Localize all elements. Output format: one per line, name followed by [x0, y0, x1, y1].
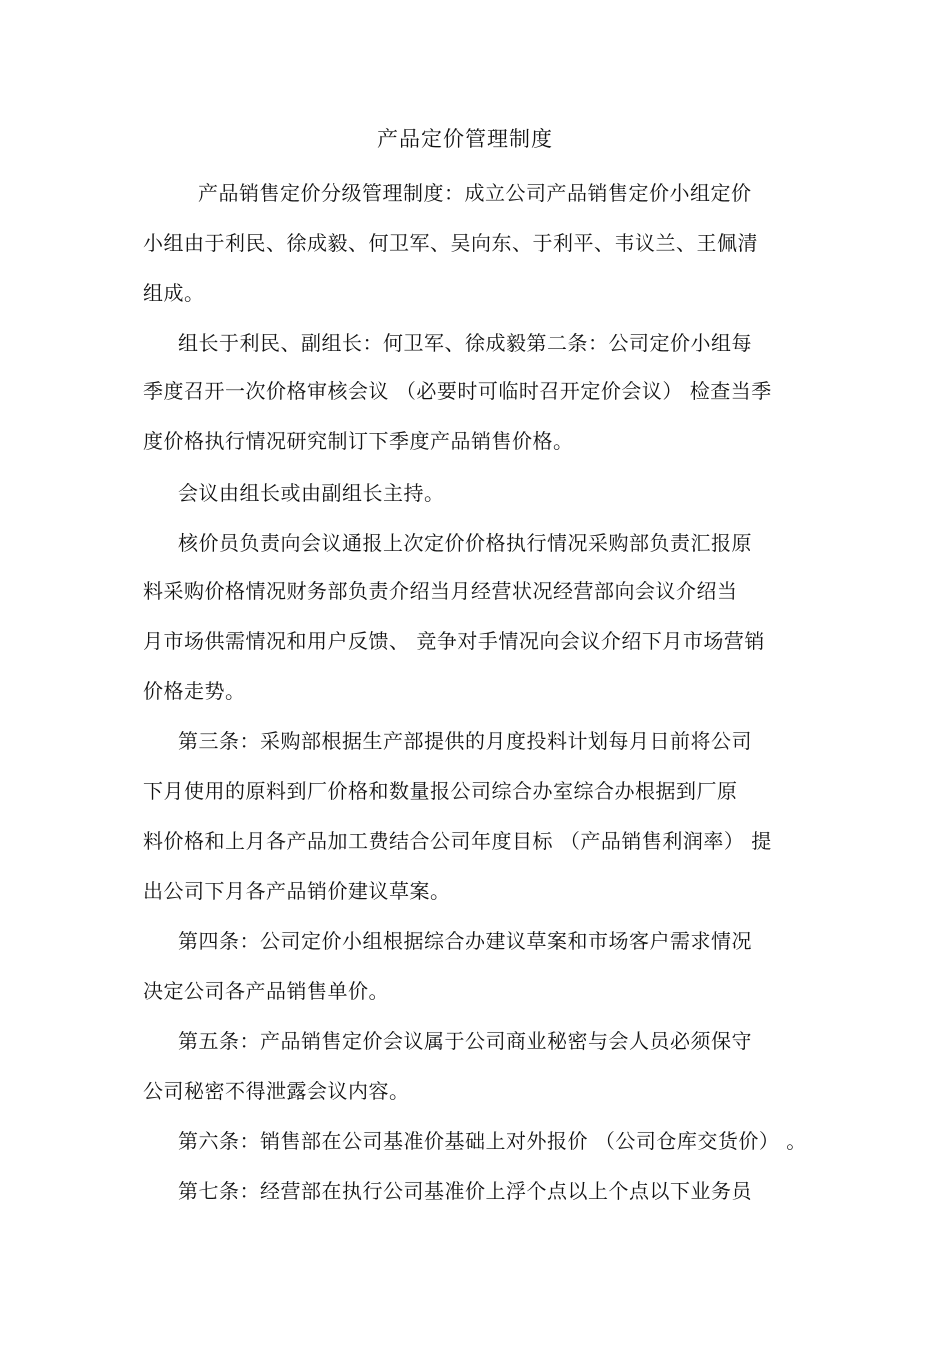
text-line: 第四条：公司定价小组根据综合办建议草案和市场客户需求情况 [178, 929, 752, 953]
text-line: 组长于利民、副组长：何卫军、徐成毅第二条：公司定价小组每 [178, 331, 752, 355]
text-line: 月市场供需情况和用户反馈、 竞争对手情况向会议介绍下月市场营销 [143, 629, 765, 653]
text-line: 料价格和上月各产品加工费结合公司年度目标 （产品销售利润率） 提 [143, 829, 772, 853]
text-line: 小组由于利民、徐成毅、何卫军、吴向东、于利平、韦议兰、王佩清 [143, 231, 758, 255]
text-line: 料采购价格情况财务部负责介绍当月经营状况经营部向会议介绍当 [143, 579, 738, 603]
text-line: 第三条：采购部根据生产部提供的月度投料计划每月日前将公司 [178, 729, 752, 753]
text-line: 下月使用的原料到厂价格和数量报公司综合办室综合办根据到厂原 [143, 779, 738, 803]
text-line: 价格走势。 [143, 679, 246, 703]
text-line: 会议由组长或由副组长主持。 [178, 481, 445, 505]
text-line: 季度召开一次价格审核会议 （必要时可临时召开定价会议） 检查当季 [143, 379, 772, 403]
text-line: 组成。 [143, 281, 205, 305]
text-line: 度价格执行情况研究制订下季度产品销售价格。 [143, 429, 574, 453]
text-line: 核价员负责向会议通报上次定价价格执行情况采购部负责汇报原 [178, 531, 752, 555]
text-line: 决定公司各产品销售单价。 [143, 979, 389, 1003]
text-line: 产品销售定价分级管理制度：成立公司产品销售定价小组定价 [198, 181, 752, 205]
text-line: 第六条：销售部在公司基准价基础上对外报价 （公司仓库交货价） 。 [178, 1129, 807, 1153]
text-line: 公司秘密不得泄露会议内容。 [143, 1079, 410, 1103]
text-line: 第五条：产品销售定价会议属于公司商业秘密与会人员必须保守 [178, 1029, 752, 1053]
document-title: 产品定价管理制度 [377, 127, 553, 151]
text-line: 第七条：经营部在执行公司基准价上浮个点以上个点以下业务员 [178, 1179, 752, 1203]
text-line: 出公司下月各产品销价建议草案。 [143, 879, 451, 903]
